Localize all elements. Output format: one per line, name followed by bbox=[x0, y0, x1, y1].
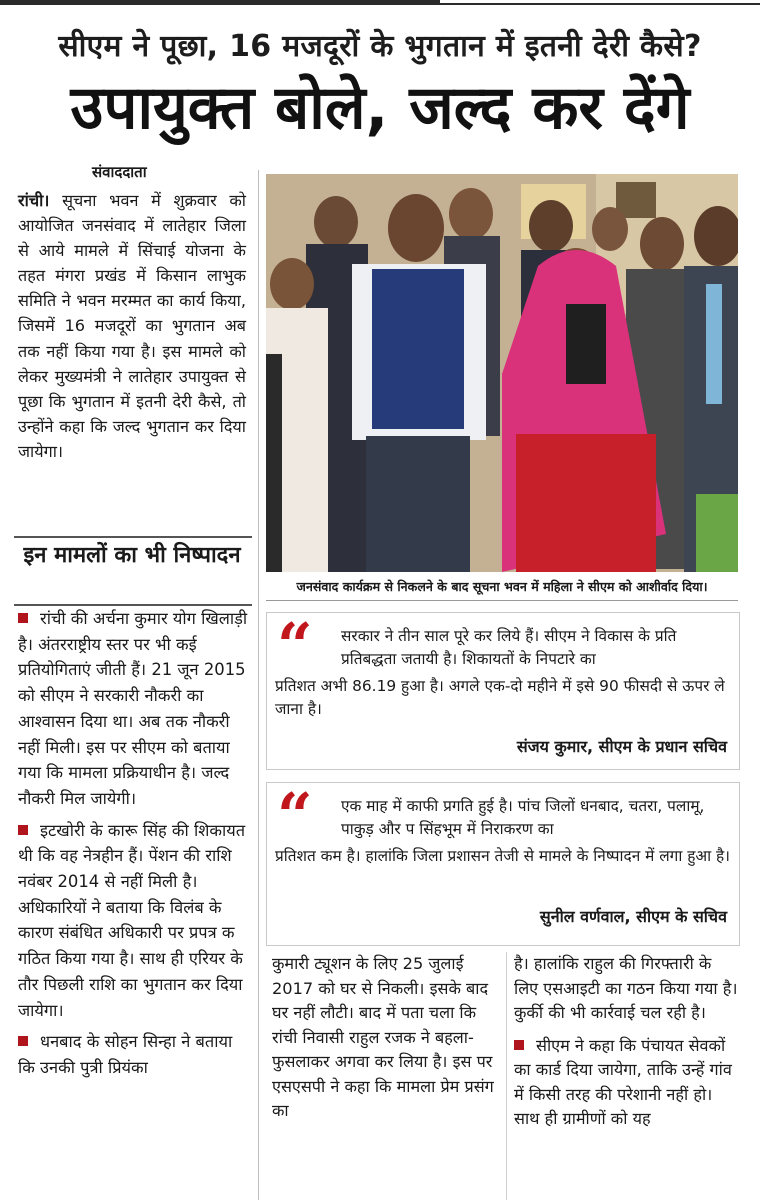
subhead: इन मामलों का भी निष्पादन bbox=[23, 543, 241, 568]
bullet-list bbox=[18, 606, 250, 1087]
bullet-square-icon bbox=[514, 1040, 524, 1050]
column-divider bbox=[258, 170, 259, 1200]
bullet-square-icon bbox=[18, 1036, 28, 1046]
quote-mark-icon: “ bbox=[277, 779, 313, 852]
quote-attribution: संजय कुमार, सीएम के प्रधान सचिव bbox=[516, 737, 727, 756]
quote-text: सरकार ने तीन साल पूरे कर लिये हैं। सीएम ने विकास के प्रति प्रतिबद्धता जतायी है। शिकायतों के निपटारे का bbox=[341, 627, 677, 669]
pull-quote bbox=[266, 779, 740, 946]
kicker-headline: सीएम ने पूछा, 16 मजदूरों के भुगतान में इतनी देरी कैसे? bbox=[58, 29, 702, 64]
bullet-square-icon bbox=[18, 825, 28, 835]
quote-attribution: सुनील वर्णवाल, सीएम के सचिव bbox=[539, 907, 727, 926]
lead-paragraph bbox=[18, 188, 246, 464]
quote-text: एक माह में काफी प्रगति हुई है। पांच जिलों धनबाद, चतरा, पलामू, पाकुड़ और प सिंहभूम में निराकरण का bbox=[341, 797, 705, 839]
photo-illustration bbox=[266, 174, 738, 572]
divider bbox=[14, 536, 252, 538]
news-photo bbox=[266, 174, 738, 572]
bullet-square-icon bbox=[18, 613, 28, 623]
byline: संवाददाता bbox=[92, 163, 147, 181]
list-item: धनबाद के सोहन सिन्हा ने बताया कि उनकी पुत्री प्रियंका bbox=[18, 1032, 233, 1077]
list-item: सीएम ने कहा कि पंचायत सेवकों का कार्ड दिया जायेगा, ताकि उन्हें गांव में किसी तरह की परेशानी नहीं हो। साथ ही ग्रामीणों को यह bbox=[514, 1035, 732, 1128]
main-headline: उपायुक्त बोले, जल्द कर देंगे bbox=[70, 73, 690, 143]
paragraph: है। हालांकि राहुल की गिरफ्तारी के लिए एसआइटी का गठन किया गया है। कुर्की की भी कार्रवाई चल रही है। bbox=[514, 954, 738, 1022]
quote-text-continued: प्रतिशत अभी 86.19 हुआ है। अगले एक-दो महीने में इसे 90 फीसदी से ऊपर ले जाना है। bbox=[275, 677, 725, 719]
list-item: इटखोरी के कारू सिंह की शिकायत थी कि वह नेत्रहीन हैं। पेंशन की राशि नवंबर 2014 से नहीं मिली है। अधिकारियों ने बताया कि विलंब के कारण संबंधित अधिकारी पर प्रपत्र क गठित किया गया है। साथ ही एरियर के तौर पिछली राशि का भुगतान कर दिया जायेगा। bbox=[18, 820, 246, 1020]
lower-column-1: कुमारी ट्यूशन के लिए 25 जुलाई 2017 को घर से निकली। इसके बाद घर नहीं लौटी। बाद में पता चला कि रांची निवासी राहुल रजक ने बहला-फुसलाकर अगवा कर लिया है। इस पर एसएसपी ने कहा कि मामला प्रेम प्रसंग का bbox=[272, 954, 494, 1120]
lead-text: सूचना भवन में शुक्रवार को आयोजित जनसंवाद में लातेहार जिला से आये मामले में सिंचाई योजना के तहत मंगरा प्रखंड में किसान लाभुक समिति ने भवन मरम्मत का कार्य किया, जिसमें 16 मजदूरों का भुगतान अब तक नहीं किया गया है। इस मामले को लेकर मुख्यमंत्री ने लातेहार उपायुक्त से पूछा कि भुगतान में इतनी देरी कैसे, तो उन्होंने कहा कि जल्द भुगतान कर दिया जायेगा। bbox=[18, 191, 246, 461]
list-item: रांची की अर्चना कुमार योग खिलाड़ी है। अंतरराष्ट्रीय स्तर पर भी कई प्रतियोगिताएं जीती हैं। 21 जून 2015 को सीएम ने सरकारी नौकरी का आश्वासन दिया था। अब तक नौकरी नहीं मिली। इस पर सीएम को बताया गया कि मामला प्रक्रियाधीन है। जल्द नौकरी मिल जायेगी। bbox=[18, 609, 248, 808]
quote-text-continued: प्रतिशत कम है। हालांकि जिला प्रशासन तेजी से मामले के निष्पादन में लगा हुआ है। bbox=[275, 847, 730, 865]
column-divider bbox=[506, 952, 507, 1200]
lower-column-2 bbox=[514, 952, 740, 1132]
top-rule-gap bbox=[440, 0, 760, 3]
quote-mark-icon: “ bbox=[277, 609, 313, 682]
pull-quote bbox=[266, 609, 740, 770]
dateline: रांची। bbox=[18, 191, 50, 210]
photo-caption: जनसंवाद कार्यक्रम से निकलने के बाद सूचना भवन में महिला ने सीएम को आशीर्वाद दिया। bbox=[266, 578, 738, 601]
